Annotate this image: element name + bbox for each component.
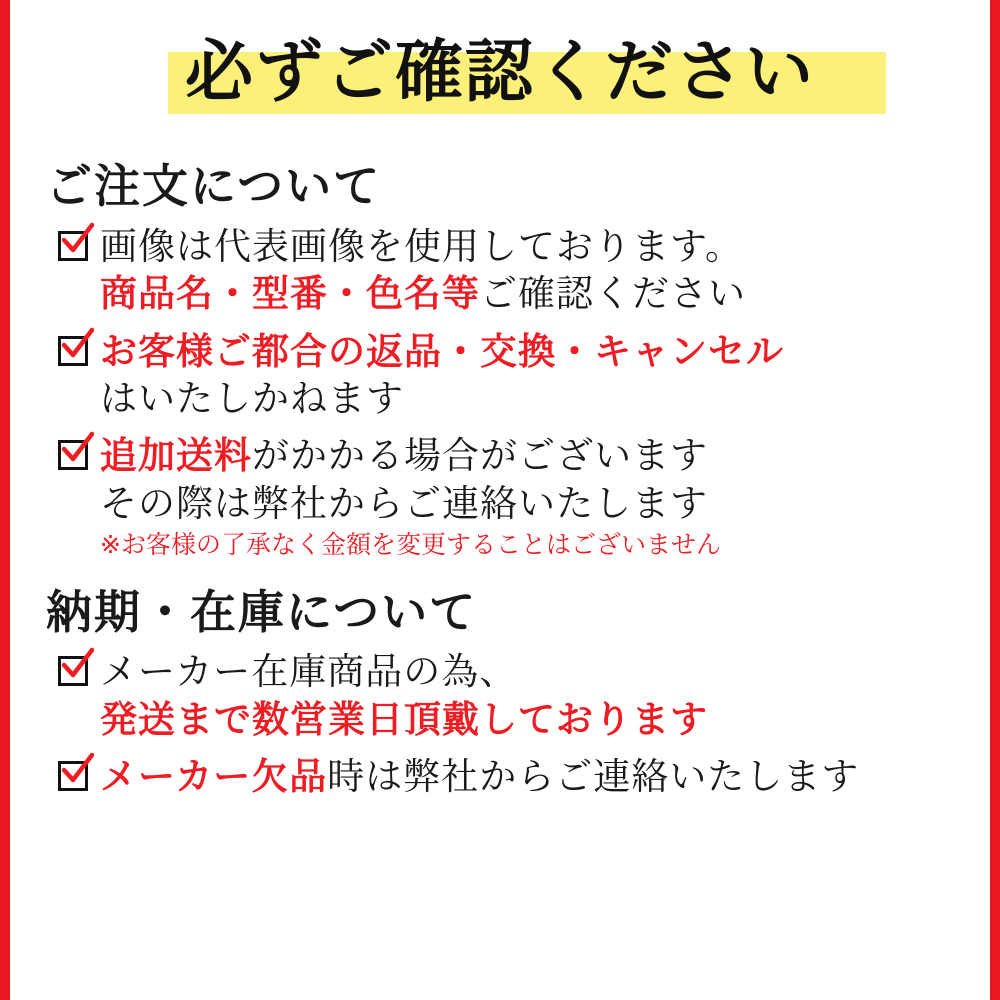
list-item-line: [100, 753, 962, 800]
section-heading-orders: ご注文について: [46, 160, 382, 212]
emphasis-text: 商品名・型番・色名等: [100, 273, 480, 315]
plain-text: がかかる場合がございます: [252, 435, 708, 477]
list-item-text: [100, 432, 962, 561]
list-item-text: [100, 753, 962, 800]
content-area: [10, 0, 990, 1000]
checkbox-icon: [56, 438, 94, 476]
list-item-note: ※お客様の了承なく金額を変更することはございません: [100, 531, 721, 560]
list-item-line: その際は弊社からご連絡いたします: [100, 482, 708, 524]
list-item-line: [100, 270, 962, 317]
plain-text: 時は弊社からご連絡いたします: [327, 756, 860, 798]
checkbox-icon: [56, 759, 94, 797]
list-item-text: [100, 648, 962, 743]
list-item: [56, 432, 962, 561]
checkbox-icon: [56, 334, 94, 372]
list-item-line: お客様ご都合の返品・交換・キャンセル: [100, 330, 784, 372]
list-item-line: 発送まで数営業日頂戴しております: [100, 698, 708, 740]
list-item-text: [100, 328, 962, 423]
emphasis-text: 追加送料: [100, 435, 252, 477]
plain-text: ご確認ください: [480, 273, 746, 315]
list-item-line: はいたしかねます: [100, 377, 404, 419]
title-text: 必ずご確認ください: [184, 34, 815, 110]
right-red-bar: [990, 0, 1000, 1000]
list-item: [56, 223, 962, 318]
section-heading-delivery: 納期・在庫について: [46, 585, 478, 638]
checkbox-icon: [56, 229, 94, 267]
list-item: [56, 328, 962, 423]
list-item: [56, 648, 962, 743]
list-item-line: [100, 432, 962, 479]
list-item-line: メーカー在庫商品の為、: [100, 651, 518, 693]
list-item-text: [100, 223, 962, 318]
left-red-bar: [0, 0, 10, 1000]
emphasis-text: メーカー欠品: [100, 756, 328, 798]
checkbox-icon: [56, 654, 94, 692]
list-item-line: 画像は代表画像を使用しております。: [100, 225, 744, 267]
page-title: [38, 0, 962, 150]
list-item: [56, 753, 962, 800]
